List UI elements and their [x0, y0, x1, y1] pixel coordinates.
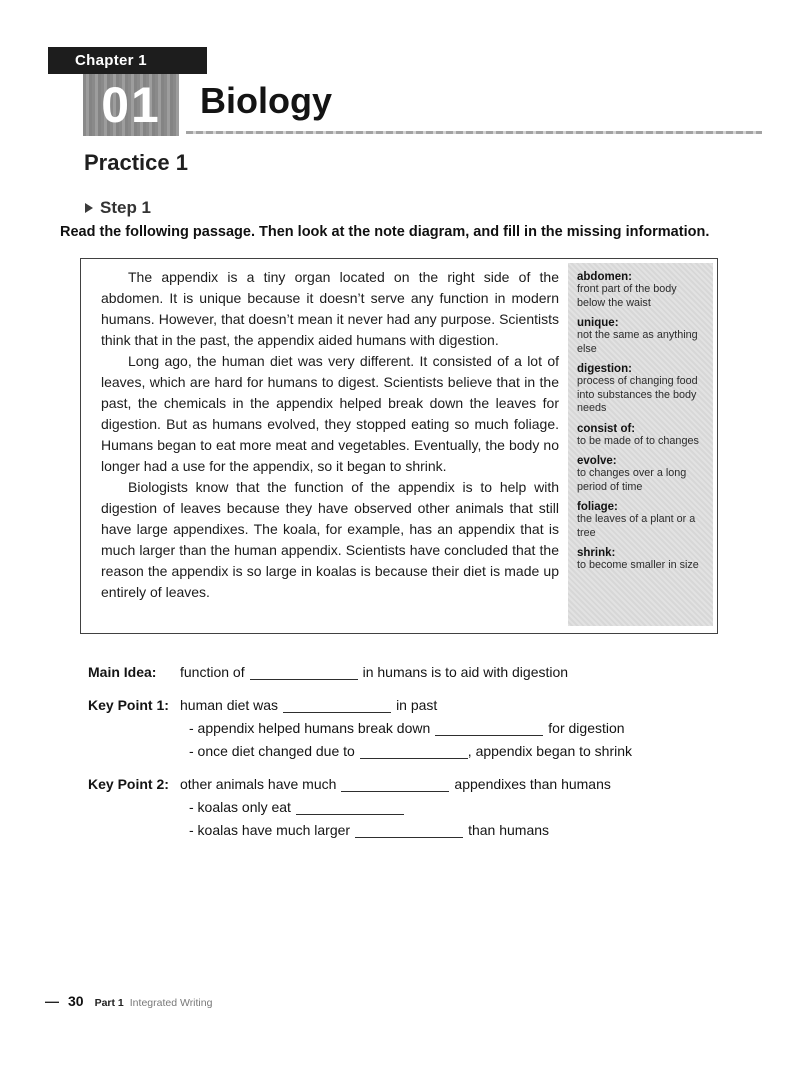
note-line: [180, 742, 760, 760]
vocab-definition: to become smaller in size: [577, 559, 699, 571]
vocab-definition: front part of the body below the waist: [577, 283, 677, 309]
page-footer: [45, 993, 212, 1009]
chapter-number: 01: [101, 77, 161, 133]
title-rule-divider: [186, 131, 762, 134]
note-diagram: [88, 663, 760, 854]
vocab-entry: [577, 363, 704, 416]
footer-dash: —: [45, 993, 59, 1009]
step-instruction: Read the following passage. Then look at the note diagram, and fill in the missing information.: [60, 224, 710, 240]
vocab-term: evolve:: [577, 455, 617, 467]
vocab-term: foliage:: [577, 501, 618, 513]
note-line: [180, 798, 760, 816]
note-text: appendixes than humans: [454, 776, 611, 792]
passage-paragraph: Long ago, the human diet was very different. It consisted of a lot of leaves, which are hard for humans to digest. Scientists believe that in the past, the chemicals in the appendix helped break down the leaves for digestion. But as humans evolved, they stopped eating so much foliage. Humans began to eat more meat and vegetables. Eventually, the body no longer had a use for the appendix, so it began to shrink.: [101, 353, 559, 474]
chapter-tab: [48, 47, 207, 74]
note-label: Main Idea:: [88, 664, 157, 680]
note-line: [180, 663, 760, 681]
passage-text: [81, 259, 567, 603]
note-label: Key Point 1:: [88, 697, 169, 713]
vocab-term: shrink:: [577, 547, 616, 559]
step-heading: [85, 198, 151, 218]
note-text: than humans: [468, 822, 550, 838]
vocabulary-sidebar: [568, 263, 713, 626]
section-label: Integrated Writing: [129, 997, 213, 1009]
vocab-entry: [577, 455, 704, 494]
note-row-key-point-2: [88, 775, 760, 844]
step-label: Step 1: [100, 198, 152, 217]
vocab-definition: process of changing food into substances the body needs: [577, 375, 698, 414]
note-text: - koalas have much larger: [189, 822, 351, 838]
fill-in-blank: [360, 746, 468, 759]
vocab-term: unique:: [577, 317, 619, 329]
note-content: [180, 696, 760, 765]
note-text: - appendix helped humans break down: [189, 720, 431, 736]
note-text: - once diet changed due to: [189, 743, 355, 759]
note-text: , appendix began to shrink: [467, 743, 633, 759]
note-content: [180, 775, 760, 844]
vocab-term: consist of:: [577, 422, 636, 435]
chapter-label: Chapter 1: [75, 52, 147, 69]
note-text: in past: [396, 697, 438, 713]
passage-paragraph: The appendix is a tiny organ located on the right side of the abdomen. It is unique because it doesn’t serve any function in modern humans. However, that doesn’t mean it never had any purpose. Scientists think that in the past, the appendix aided humans with digestion.: [101, 269, 559, 348]
note-line: [180, 821, 760, 839]
fill-in-blank: [296, 802, 404, 815]
chapter-number-box: [83, 74, 179, 136]
vocab-definition: to be made of to changes: [577, 434, 699, 447]
page-number: 30: [68, 993, 84, 1009]
vocab-entry: [577, 423, 704, 449]
passage-box: [80, 258, 718, 634]
note-text: other animals have much: [180, 776, 337, 792]
note-text: function of: [180, 664, 245, 680]
note-label: Key Point 2:: [88, 776, 169, 792]
note-row-key-point-1: [88, 696, 760, 765]
note-content: [180, 663, 760, 686]
vocab-entry: [577, 271, 704, 310]
vocab-entry: [577, 317, 704, 356]
note-text: in humans is to aid with digestion: [362, 664, 569, 680]
vocab-entry: [577, 547, 704, 573]
vocab-definition: not the same as anything else: [577, 329, 698, 355]
fill-in-blank: [355, 825, 463, 838]
note-line: [180, 719, 760, 737]
fill-in-blank: [250, 667, 358, 680]
note-line: [180, 696, 760, 714]
part-label: Part 1: [94, 997, 124, 1009]
vocab-entry: [577, 501, 704, 540]
vocab-definition: the leaves of a plant or a tree: [577, 513, 696, 539]
chapter-title: Biology: [200, 80, 332, 121]
vocab-definition: to changes over a long period of time: [577, 467, 687, 493]
note-text: - koalas only eat: [189, 799, 291, 815]
vocab-term: abdomen:: [577, 271, 632, 283]
practice-title: Practice 1: [84, 150, 188, 175]
fill-in-blank: [341, 779, 449, 792]
note-line: [180, 775, 760, 793]
note-row-main-idea: [88, 663, 760, 686]
fill-in-blank: [283, 700, 391, 713]
note-text: for digestion: [548, 720, 625, 736]
vocab-term: digestion:: [577, 363, 632, 375]
fill-in-blank: [435, 723, 543, 736]
passage-paragraph: Biologists know that the function of the appendix is to help with digestion of leaves because they have observed other animals that still have large appendixes. The koala, for example, has an appendix that is much larger than the human appendix. Scientists have concluded that the reason the appendix is so large in koalas is because their diet is made up entirely of leaves.: [101, 479, 559, 600]
triangle-right-icon: [85, 203, 93, 213]
note-text: human diet was: [180, 697, 279, 713]
